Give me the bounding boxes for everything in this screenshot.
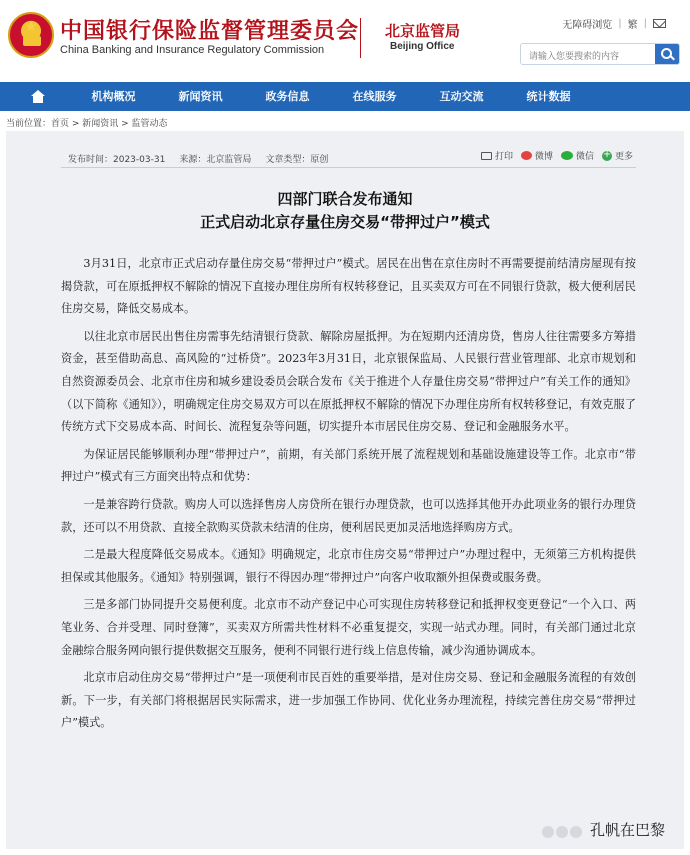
- site-title-en: China Banking and Insurance Regulatory Commission: [60, 44, 325, 56]
- wechat-icon: [561, 151, 573, 160]
- article-title-line2: 正式启动北京存量住房交易“带押过户”模式: [200, 213, 490, 231]
- nav-item-gov-info[interactable]: 政务信息: [265, 90, 310, 103]
- nav-item-about[interactable]: 机构概况: [91, 90, 136, 103]
- article-source: 来源：北京监管局: [179, 155, 252, 165]
- article-paragraph: 三是多部门协同提升交易便利度。北京市不动产登记中心可实现住房转移登记和抵押权变更登记“一个入口、两笔业务、合并受理、同时登簿”，买卖双方所需共性材料不必重复提交，实现一站式办理。同时，有关部门通过北京金融综合服务网向银行提供数据交互服务，便利不同银行进行线上信息传输，减少沟通协调成本。: [61, 598, 636, 657]
- article-paragraph: 以往北京市居民出售住房需事先结清银行贷款、解除房屋抵押。为在短期内还清房贷，售房人往往需要多方筹措资金，甚至借助高息、高风险的“过桥贷”。2023年3月31日，北京银保监局、人民银行营业管理部、北京市规划和自然资源委员会、北京市住房和城乡建设委员会联合发布《关于推进个人存量住房交易“带押过户”有关工作的通知》（以下简称《通知》），明确规定住房交易双方可以在原抵押权不解除的情况下办理住房所有权转移登记，有效克服了传统方式下交易成本高、时间长、流程复杂等问题，切实提升本市居民住房交易、登记和金融服务水平。: [61, 329, 636, 434]
- article-title: [6, 188, 684, 234]
- top-link-separator: |: [618, 18, 622, 29]
- plus-icon: [602, 151, 612, 161]
- header-divider: [360, 18, 361, 58]
- top-link-separator: |: [643, 18, 647, 29]
- top-links: [562, 16, 666, 31]
- breadcrumb[interactable]: 当前位置：首页 > 新闻资讯 > 监管动态: [6, 119, 168, 129]
- site-header: [0, 0, 690, 82]
- share-weibo-button[interactable]: [521, 149, 553, 162]
- print-label: 打印: [495, 152, 514, 162]
- article-paragraph: 3月31日，北京市正式启动存量住房交易“带押过户”模式。居民在出售在京住房时不再需要提前结清房屋现有按揭贷款，可在原抵押权不解除的情况下直接办理住房所有权转移登记，且买卖双方可在不同银行贷款，极大便利居民住房交易，降低交易成本。: [61, 257, 636, 316]
- office-title-cn: 北京监管局: [385, 22, 461, 40]
- share-more-button[interactable]: [602, 149, 633, 162]
- article-title-line1: 四部门联合发布通知: [277, 190, 413, 208]
- nav-item-news[interactable]: 新闻资讯: [178, 90, 223, 103]
- watermark-logo: [542, 826, 586, 838]
- article-meta: [68, 152, 328, 165]
- accessible-browse-link[interactable]: 无障碍浏览: [562, 20, 613, 31]
- weibo-icon: [521, 151, 532, 160]
- meta-divider: [61, 167, 636, 168]
- wechat-label: 微信: [576, 152, 595, 162]
- main-nav: [0, 82, 690, 111]
- traditional-chinese-link[interactable]: 繁: [627, 20, 638, 31]
- publish-date: 发布时间：2023-03-31: [68, 155, 166, 165]
- article-panel: [6, 131, 684, 849]
- home-icon: [31, 90, 45, 103]
- search-box: [520, 43, 680, 65]
- mail-icon[interactable]: [653, 19, 666, 28]
- gate-icon: [23, 36, 41, 46]
- national-emblem-logo[interactable]: [8, 12, 54, 58]
- share-bar: [481, 149, 633, 162]
- nav-item-online-service[interactable]: 在线服务: [352, 90, 397, 103]
- article-paragraph: 二是最大程度降低交易成本。《通知》明确规定，北京市住房交易“带押过户”办理过程中，无须第三方机构提供担保或其他服务。《通知》特别强调，银行不得因办理“带押过户”向客户收取额外担保费或服务费。: [61, 548, 636, 584]
- more-label: 更多: [615, 152, 634, 162]
- article-paragraph: 为保证居民能够顺利办理“带押过户”，前期，有关部门系统开展了流程规划和基础设施建设等工作。北京市“带押过户”模式有三方面突出特点和优势：: [61, 447, 636, 484]
- printer-icon: [481, 152, 492, 160]
- article-paragraph: 一是兼容跨行贷款。购房人可以选择售房人房贷所在银行办理贷款，也可以选择其他开办此项业务的银行办理贷款，还可以不用贷款、直接全款购买贷款未结清的住房，便利居民更加灵活地选择购房方式。: [61, 497, 636, 534]
- office-title-en: Beijing Office: [390, 41, 455, 52]
- nav-home[interactable]: [0, 82, 70, 111]
- share-wechat-button[interactable]: [561, 149, 594, 162]
- print-button[interactable]: [481, 149, 513, 162]
- nav-item-interaction[interactable]: 互动交流: [439, 90, 484, 103]
- search-input[interactable]: [521, 47, 651, 67]
- article-paragraph: 北京市启动住房交易“带押过户”是一项便利市民百姓的重要举措，是对住房交易、登记和金融服务流程的有效创新。下一步，有关部门将根据居民实际需求，进一步加强工作协同、优化业务办理流程，持续完善住房交易“带押过户”模式。: [61, 671, 636, 730]
- site-title-cn[interactable]: 中国银行保险监督管理委员会: [60, 19, 360, 44]
- article-type: 文章类型：原创: [265, 155, 329, 165]
- search-button[interactable]: [655, 44, 679, 64]
- watermark-text: 孔帆在巴黎: [590, 821, 666, 839]
- star-icon: ★: [24, 19, 38, 35]
- nav-item-statistics[interactable]: 统计数据: [526, 90, 571, 103]
- article-body: [61, 253, 636, 740]
- weibo-label: 微博: [535, 152, 554, 162]
